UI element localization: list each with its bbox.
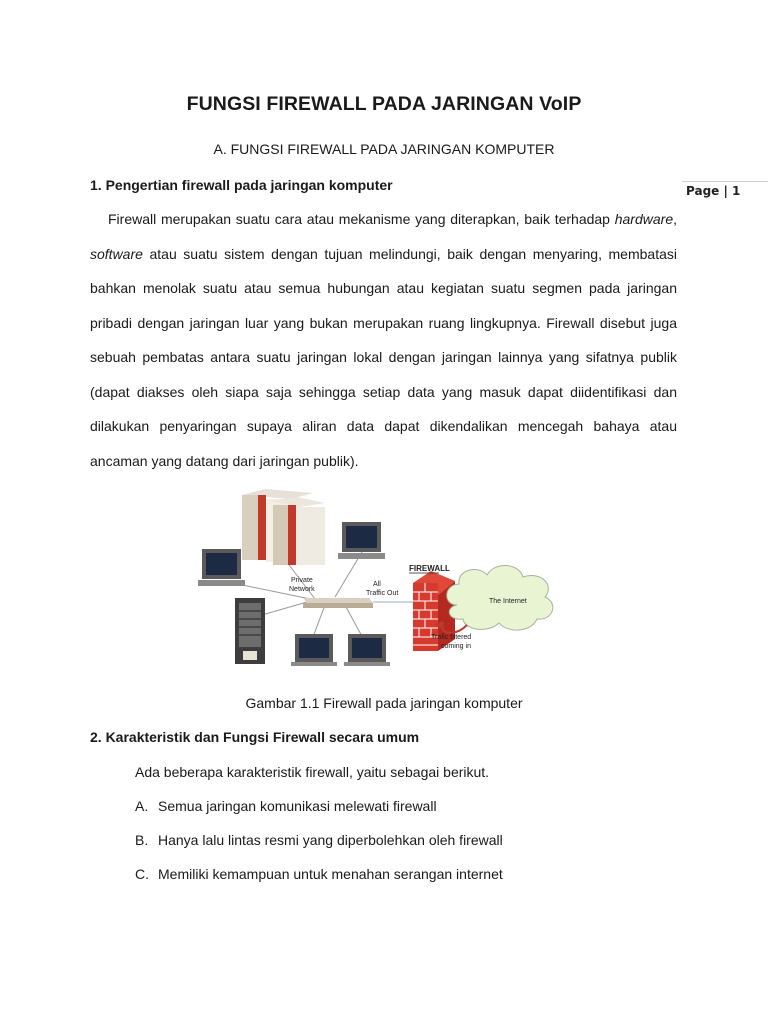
server-icon [242,489,325,565]
list-item: C. Memiliki kemampuan untuk menahan serangan internet [135,866,503,882]
list-item: A. Semua jaringan komunikasi melewati firewall [135,798,437,814]
computer-icon [291,634,337,666]
section-2-intro: Ada beberapa karakteristik firewall, yaitu sebagai berikut. [135,764,490,780]
firewall-label: FIREWALL [409,564,450,573]
computer-icon [338,522,385,559]
private-network-label-2: Network [289,586,315,593]
all-traffic-label: All [373,581,381,588]
figure-caption: Gambar 1.1 Firewall pada jaringan komputer [245,695,523,711]
page-number: Page | 1 [686,184,741,198]
firewall-diagram [195,487,575,667]
emphasis-hardware: hardware [614,211,674,227]
network-switch-icon [303,598,373,608]
computer-icon [198,549,245,586]
tower-server-icon [235,598,265,664]
computer-icon [344,634,390,666]
section-2-heading: 2. Karakteristik dan Fungsi Firewall secara umum [90,729,420,745]
internet-label: The Internet [489,598,527,605]
header-rule [682,181,768,182]
section-1-heading: 1. Pengertian firewall pada jaringan komputer [90,177,393,193]
traffic-filtered-label-2: coming in [441,643,471,650]
emphasis-software: software [90,245,143,262]
private-network-label: Private [291,577,313,584]
section-1-paragraph: Firewall merupakan suatu cara atau mekanisme yang diterapkan, baik terhadap hardware, software atau suatu sistem dengan tujuan melindungi, baik dengan menyaring, membatasi bahkan menolak suatu atau semua hubungan atau kegiatan suatu segmen pada jaringan pribadi dengan jaringan luar yang bukan merupakan ruang lingkupnya. Firewall disebut juga sebuah pembatas antara suatu jaringan lokal dengan jaringan lainnya yang sifatnya publik (dapat diakses oleh siapa saja sehingga setiap data yang masuk dapat diidentifikasi dan dilakukan penyaringan supaya aliran data dapat dikendalikan mencegah bahaya atau ancaman yang datang dari jaringan publik). [90,211,677,469]
traffic-filtered-label: Trafic filtered [431,634,472,641]
list-item: B. Hanya lalu lintas resmi yang diperbolehkan oleh firewall [135,832,503,848]
all-traffic-label-2: Traffic Out [366,590,399,597]
section-a-heading: A. FUNGSI FIREWALL PADA JARINGAN KOMPUTER [213,141,555,157]
document-title: FUNGSI FIREWALL PADA JARINGAN VoIP [186,93,582,115]
